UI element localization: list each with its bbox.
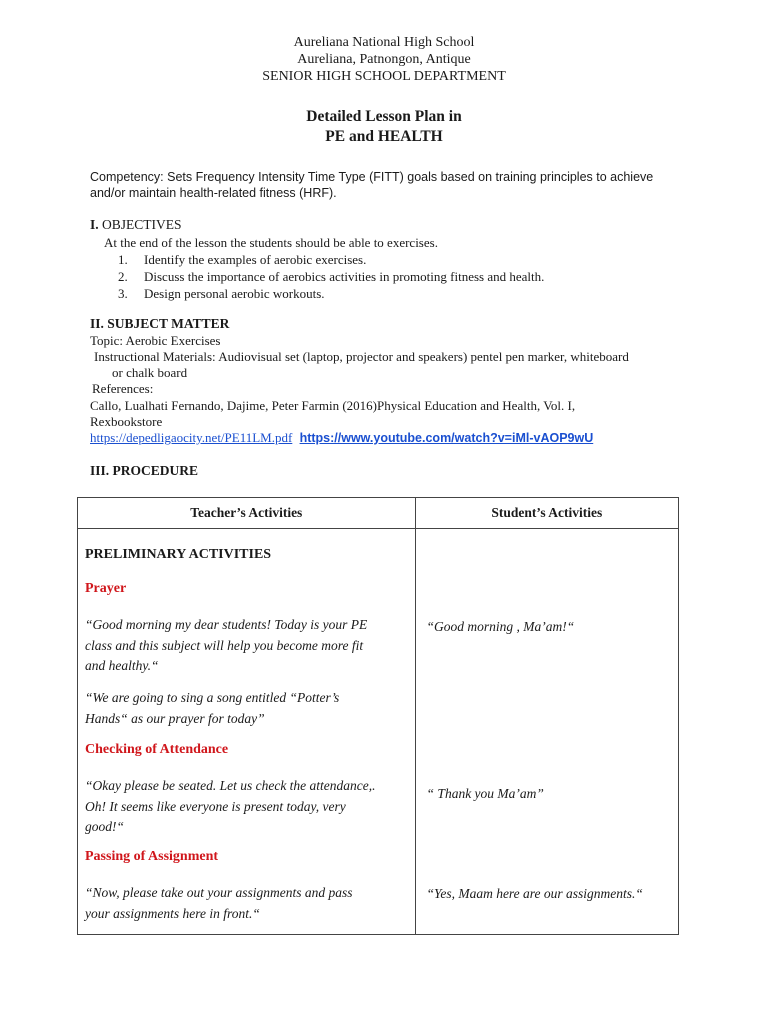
objectives-label: OBJECTIVES [102,217,182,232]
title-line-2: PE and HEALTH [325,128,443,145]
preliminary-activities-heading: PRELIMINARY ACTIVITIES [85,547,272,562]
references-label: References: [92,381,154,396]
attendance-student-response: “ Thank you Ma’am” [426,786,544,801]
title-line-1: Detailed Lesson Plan in [306,108,462,125]
reference-links [90,430,593,446]
teacher-activities-cell [78,529,416,935]
subject-matter-heading: II. SUBJECT MATTER [90,316,230,331]
youtube-link[interactable]: https://www.youtube.com/watch?v=iMl-vAOP9wU [299,431,594,445]
table-header-row [78,498,679,529]
list-item: 2. Discuss the importance of aerobics activities in promoting fitness and health. [118,269,545,284]
attendance-teacher-text: “Okay please be seated. Let us check the attendance,. Oh! It seems like everyone is present today, very good!“ [85,778,376,834]
assignment-teacher-text: “Now, please take out your assignments and pass your assignments here in front.“ [85,885,353,921]
assignment-heading: Passing of Assignment [85,849,219,864]
teacher-column-header: Teacher’s Activities [78,498,416,529]
objectives-list [90,251,544,302]
assignment-student-response: “Yes, Maam here are our assignments.“ [426,886,643,901]
school-name: Aureliana National High School [293,35,475,50]
competency-line-2: and/or maintain health-related fitness (HRF). [90,186,337,200]
prayer-teacher-text-2: “We are going to sing a song entitled “Potter’s Hands“ as our prayer for today” [85,690,340,726]
procedure-heading: III. PROCEDURE [90,463,199,478]
objectives-numeral: I. [90,217,99,232]
objectives-intro: At the end of the lesson the students should be able to exercises. [104,235,438,250]
list-item: 1. Identify the examples of aerobic exercises. [118,252,367,267]
school-header [0,34,768,85]
student-activities-cell [415,529,678,935]
procedure-table [77,497,679,935]
school-address: Aureliana, Patnongon, Antique [297,52,471,67]
attendance-heading: Checking of Attendance [85,742,229,757]
reference-line-1: Callo, Lualhati Fernando, Dajime, Peter Farmin (2016)Physical Education and Health, Vol. I, [90,398,576,413]
prayer-teacher-text-1: “Good morning my dear students! Today is your PE class and this subject will help you become more fit and healthy.“ [85,617,368,673]
deped-link[interactable]: https://depedligaocity.net/PE11LM.pdf [90,430,293,445]
prayer-student-response: “Good morning , Ma’am!“ [426,619,575,634]
list-item: 3. Design personal aerobic workouts. [118,286,325,301]
competency-line-1: Competency: Sets Frequency Intensity Time Type (FITT) goals based on training principles to achieve [90,170,654,184]
table-row [78,529,679,935]
student-column-header: Student’s Activities [415,498,678,529]
department-name: SENIOR HIGH SCHOOL DEPARTMENT [262,69,506,84]
materials-line-1: Instructional Materials: Audiovisual set (laptop, projector and speakers) pentel pen marker, whiteboard [94,349,629,364]
reference-line-2: Rexbookstore [90,414,163,429]
document-title [0,107,768,147]
competency-statement [90,169,690,201]
topic-line: Topic: Aerobic Exercises [90,333,221,348]
materials-line-2: or chalk board [112,365,188,380]
prayer-heading: Prayer [85,581,127,596]
objectives-heading [90,217,182,233]
